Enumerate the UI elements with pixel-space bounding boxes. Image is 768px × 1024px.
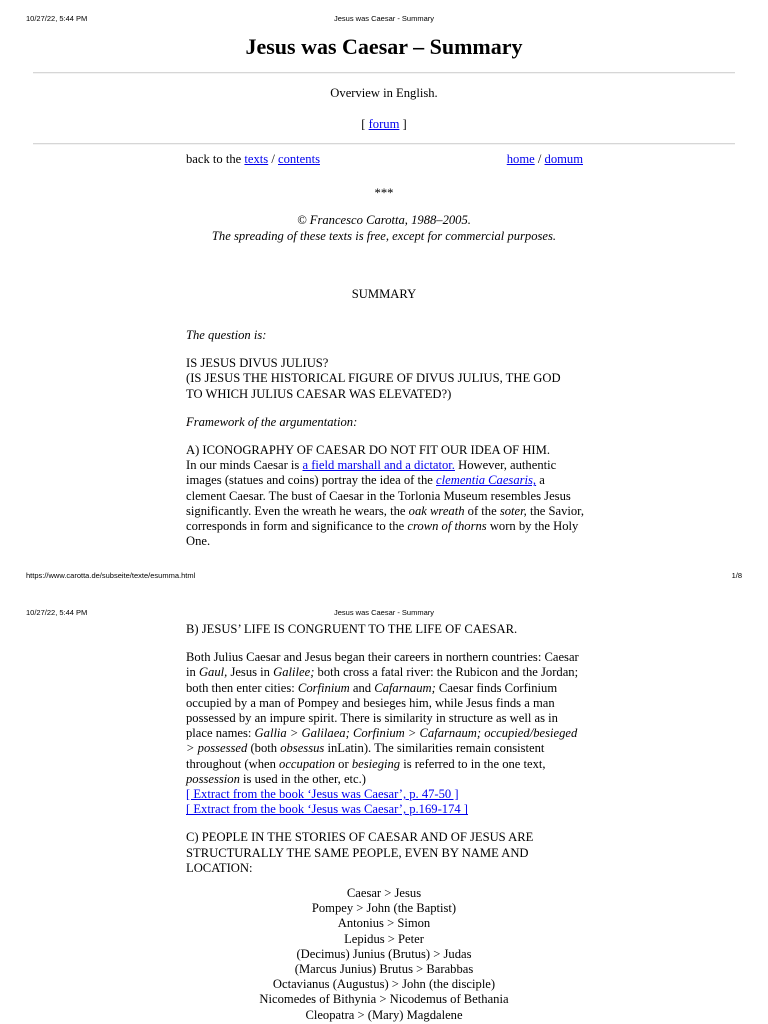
name-pair: (Decimus) Junius (Brutus) > Judas bbox=[296, 946, 472, 961]
contents-link[interactable]: contents bbox=[278, 152, 320, 166]
italic-term: soter, bbox=[499, 503, 527, 518]
name-pair: (Marcus Junius) Brutus > Barabbas bbox=[294, 962, 474, 977]
nav-back-prefix: back to the bbox=[186, 152, 245, 166]
name-pair: Caesar > Jesus bbox=[346, 886, 422, 900]
text-run: is used in the other, etc.) bbox=[239, 771, 366, 786]
divider bbox=[33, 72, 735, 74]
forum-line bbox=[0, 117, 768, 132]
summary-body-page2 bbox=[186, 622, 586, 876]
name-pair: Pompey > John (the Baptist) bbox=[311, 901, 457, 916]
extract-link-p169[interactable]: [ Extract from the book ‘Jesus was Caesar’, p.169-174 ] bbox=[186, 802, 469, 817]
print-header-datetime: 10/27/22, 5:44 PM bbox=[26, 14, 88, 23]
clementia-caesaris-link[interactable]: clementia Caesaris, bbox=[436, 473, 537, 488]
print-header-title: Jesus was Caesar - Summary bbox=[333, 608, 435, 617]
copyright-notice: © Francesco Carotta, 1988–2005. bbox=[297, 213, 471, 227]
nav-separator: / bbox=[268, 152, 278, 166]
text-run: In our minds Caesar is bbox=[186, 458, 303, 473]
nav-home bbox=[507, 152, 583, 167]
italic-term: possession bbox=[186, 771, 240, 786]
name-pair: Cleopatra > (Mary) Magdalene bbox=[305, 1007, 463, 1022]
question-line: TO WHICH JULIUS CAESAR WAS ELEVATED?) bbox=[186, 386, 452, 401]
text-run: Jesus in bbox=[227, 665, 274, 680]
nav-separator: / bbox=[534, 152, 545, 166]
section-b-heading: B) JESUS’ LIFE IS CONGRUENT TO THE LIFE OF CAESAR. bbox=[186, 622, 518, 636]
text-run: of the bbox=[464, 503, 500, 518]
text-run: and bbox=[349, 680, 375, 695]
italic-term: oak wreath bbox=[408, 503, 465, 518]
print-header-datetime: 10/27/22, 5:44 PM bbox=[26, 608, 88, 617]
text-run: Both Julius Caesar and Jesus began their careers in northern countries: Caesar in bbox=[186, 650, 579, 680]
section-stars: *** bbox=[374, 186, 394, 200]
text-run: a clement Caesar. The bust of Caesar in the Torlonia Museum resembles Jesus significantly. Even the wreath he wears, the bbox=[186, 473, 571, 518]
italic-term: Corfinium bbox=[297, 680, 350, 695]
print-footer-page: 1/8 bbox=[731, 571, 742, 580]
italic-term: crown of thorns bbox=[407, 519, 487, 534]
extract-link-p47[interactable]: [ Extract from the book ‘Jesus was Caesar’, p. 47-50 ] bbox=[186, 787, 459, 802]
print-footer-url: https://www.carotta.de/subseite/texte/esumma.html bbox=[26, 571, 196, 580]
text-run: both cross a fatal river: the Rubicon and the Jordan; both then enter cities: bbox=[186, 665, 579, 695]
domum-link[interactable]: domum bbox=[544, 152, 583, 166]
spreading-notice: The spreading of these texts is free, except for commercial purposes. bbox=[211, 229, 557, 243]
section-c-heading: STRUCTURALLY THE SAME PEOPLE, EVEN BY NAME AND bbox=[186, 845, 529, 860]
italic-term: Galilee; bbox=[273, 665, 315, 680]
forum-bracket-open: [ bbox=[361, 117, 369, 131]
text-run: is referred to in the one text, bbox=[400, 756, 546, 771]
italic-term: Gaul, bbox=[198, 665, 228, 680]
text-run: the Savior, corresponds in form and significance to the bbox=[186, 503, 585, 534]
text-run: worn by the Holy One. bbox=[186, 519, 579, 549]
name-pair: Lepidus > Peter bbox=[344, 931, 424, 946]
home-link[interactable]: home bbox=[506, 152, 535, 166]
forum-bracket-close: ] bbox=[399, 117, 407, 131]
italic-term: Cafarnaum; bbox=[374, 680, 436, 695]
name-pairs-list bbox=[0, 886, 768, 1023]
name-pair: Nicomedes of Bithynia > Nicodemus of Bethania bbox=[259, 992, 509, 1007]
question-line: IS JESUS DIVUS JULIUS? bbox=[186, 356, 329, 371]
section-a-heading: A) ICONOGRAPHY OF CAESAR DO NOT FIT OUR IDEA OF HIM. bbox=[186, 443, 550, 458]
summary-body-page1 bbox=[186, 328, 586, 549]
texts-link[interactable]: texts bbox=[244, 152, 269, 166]
text-run: However, authentic images (statues and coins) portray the idea of the bbox=[186, 458, 557, 488]
page-title: Jesus was Caesar – Summary bbox=[245, 34, 523, 59]
divider bbox=[33, 143, 735, 145]
text-run: or bbox=[335, 756, 352, 771]
italic-term: occupation bbox=[279, 756, 336, 771]
question-line: (IS JESUS THE HISTORICAL FIGURE OF DIVUS JULIUS, THE GOD bbox=[186, 371, 561, 386]
summary-heading: SUMMARY bbox=[351, 287, 417, 301]
text-run: inLatin). The similarities remain consistent throughout (when bbox=[186, 741, 545, 771]
question-label: The question is: bbox=[186, 328, 267, 342]
section-a-paragraph bbox=[186, 458, 586, 549]
italic-term: Gallia > Galilaea; Corfinium > Cafarnaum; occupied/besieged > possessed bbox=[186, 726, 578, 756]
section-c-heading: LOCATION: bbox=[186, 860, 253, 875]
forum-link[interactable]: forum bbox=[368, 117, 400, 131]
nav-back bbox=[186, 152, 320, 167]
section-c-heading: C) PEOPLE IN THE STORIES OF CAESAR AND OF JESUS ARE bbox=[186, 830, 534, 845]
italic-term: obsessus bbox=[280, 741, 325, 756]
overview-text: Overview in English. bbox=[330, 86, 438, 100]
field-marshall-link[interactable]: a field marshall and a dictator. bbox=[302, 458, 455, 473]
section-b-paragraph bbox=[186, 650, 586, 787]
print-header-title: Jesus was Caesar - Summary bbox=[333, 14, 435, 23]
framework-label: Framework of the argumentation: bbox=[186, 414, 358, 429]
italic-term: besieging bbox=[351, 756, 401, 771]
name-pair: Octavianus (Augustus) > John (the disciple) bbox=[272, 977, 496, 992]
text-run: Caesar finds Corfinium occupied by a man of Pompey and besieges him, while Jesus finds a man possessed by an impure spirit. There is similarity in structure as well as in place names: bbox=[186, 680, 558, 741]
name-pair: Antonius > Simon bbox=[337, 916, 431, 931]
text-run: (both bbox=[247, 741, 281, 756]
